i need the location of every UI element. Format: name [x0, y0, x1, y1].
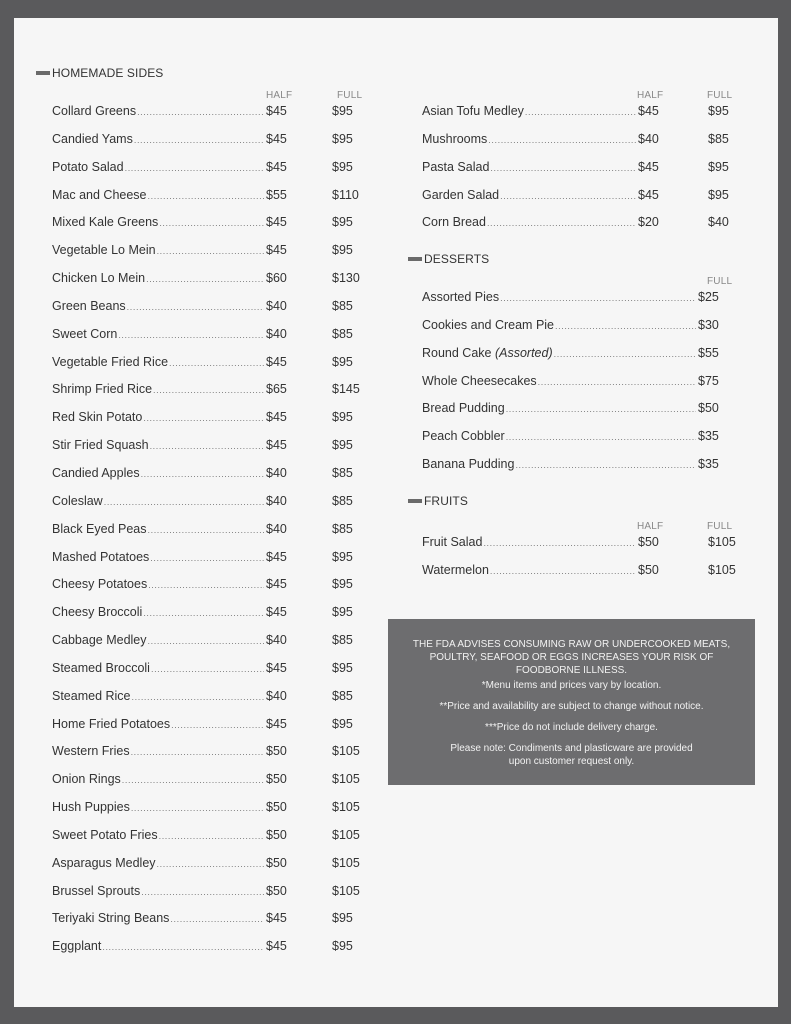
item-name: [52, 321, 117, 349]
menu-item-row: [422, 182, 732, 210]
menu-item-row: [422, 451, 732, 479]
item-price-half: $45: [266, 159, 287, 174]
item-price-half: $45: [266, 243, 287, 258]
item-price-full: $105: [332, 772, 360, 787]
menu-item-row: [422, 368, 732, 396]
dot-leader: [146, 266, 264, 294]
item-price-full: $95: [332, 354, 353, 369]
dot-leader: [169, 350, 264, 378]
item-name: [52, 738, 130, 766]
item-price-half: $60: [266, 271, 287, 286]
item-price-half: $45: [266, 605, 287, 620]
item-price-full: $105: [332, 800, 360, 815]
item-price-half: $40: [266, 326, 287, 341]
item-name-text: Vegetable Fried Rice: [52, 354, 169, 369]
item-note: (Assorted): [494, 345, 553, 360]
item-price-half: $20: [638, 215, 659, 230]
dot-leader: [137, 99, 264, 127]
item-price-full: $40: [708, 215, 729, 230]
menu-item-row: [52, 571, 362, 599]
item-name-text: Mushrooms: [422, 131, 488, 146]
item-price-half: $65: [266, 382, 287, 397]
col-header-full-desserts: FULL: [707, 276, 733, 287]
section-bar-icon: [408, 499, 422, 503]
notice-line-4a: Please note: Condiments and plasticware are provided: [450, 743, 693, 754]
item-price-half: $45: [638, 159, 659, 174]
item-name: [52, 711, 170, 739]
item-price-full: $85: [332, 633, 353, 648]
dot-leader: [159, 823, 264, 851]
item-name: [52, 627, 147, 655]
menu-item-row: [422, 154, 732, 182]
item-name-text: Cheesy Broccoli: [52, 605, 143, 620]
item-name-text: Shrimp Fried Rice: [52, 382, 153, 397]
dot-leader: [148, 628, 264, 656]
menu-item-row: [52, 544, 362, 572]
item-price-half: $45: [638, 104, 659, 118]
dot-leader: [500, 183, 636, 211]
item-name: [52, 544, 149, 572]
dot-leader: [490, 558, 636, 586]
item-name: [52, 182, 147, 210]
item-price-full: $95: [708, 187, 729, 202]
item-price-full: $105: [332, 744, 360, 759]
menu-item-row: [422, 529, 736, 557]
item-name: [52, 794, 130, 822]
item-price-full: $85: [332, 298, 353, 313]
item-price-half: $50: [638, 535, 659, 549]
menu-item-row: [422, 126, 732, 154]
col-header-full-right: FULL: [707, 90, 733, 101]
item-price-full: $85: [332, 521, 353, 536]
item-name-text: Black Eyed Peas: [52, 521, 147, 536]
col-header-full: FULL: [337, 90, 363, 101]
item-price-full: $95: [332, 577, 353, 592]
item-price-half: $40: [266, 298, 287, 313]
item-price-half: $40: [266, 633, 287, 648]
item-name: [52, 349, 168, 377]
item-price-half: $40: [266, 688, 287, 703]
item-name-text: Watermelon: [422, 562, 489, 577]
menu-item-row: [52, 293, 362, 321]
item-price-half: $40: [638, 131, 659, 146]
fda-notice-box: [388, 619, 755, 785]
menu-item-row: [52, 237, 362, 265]
col-header-half-fruits: HALF: [637, 521, 664, 532]
item-price-half: $55: [266, 187, 287, 202]
item-name-text: Garden Salad: [422, 187, 500, 202]
dot-leader: [148, 572, 264, 600]
item-price-half: $45: [266, 438, 287, 453]
item-name-text: Pasta Salad: [422, 159, 490, 174]
item-price-half: $45: [266, 549, 287, 564]
item-name-text: Mac and Cheese: [52, 187, 147, 202]
item-name-text: Home Fried Potatoes: [52, 716, 171, 731]
menu-item-row: [422, 284, 732, 312]
item-price-full: $95: [708, 104, 729, 118]
item-price-half: $45: [266, 911, 287, 926]
item-name: [422, 451, 514, 479]
section-header-homemade-sides: [36, 66, 163, 80]
item-name-text: Collard Greens: [52, 104, 137, 118]
item-name-text: Sweet Corn: [52, 326, 118, 341]
item-price-full: $110: [332, 187, 359, 202]
item-name-text: Asparagus Medley: [52, 855, 156, 870]
menu-item-row: [52, 126, 362, 154]
menu-item-row: [52, 627, 362, 655]
menu-item-row: [52, 933, 362, 961]
dot-leader: [487, 210, 636, 238]
item-price-full: $95: [332, 939, 353, 954]
menu-item-row: [52, 738, 362, 766]
menu-item-row: [52, 265, 362, 293]
dot-leader: [488, 127, 636, 155]
sides-left-list: [52, 98, 362, 961]
item-name-text: Peach Cobbler: [422, 429, 505, 444]
item-name-text: Round Cake: [422, 345, 495, 360]
menu-item-row: [422, 98, 732, 126]
item-name: [52, 404, 142, 432]
item-name-text: Chicken Lo Mein: [52, 271, 146, 286]
menu-item-row: [52, 599, 362, 627]
item-price-full: $95: [332, 410, 353, 425]
dot-leader: [148, 183, 264, 211]
item-name-text: Corn Bread: [422, 215, 486, 230]
fda-warning: THE FDA ADVISES CONSUMING RAW OR UNDERCOOKED MEATS, POULTRY, SEAFOOD OR EGGS INCREASES YOUR RISK OF FOODBORNE ILLNESS.: [412, 639, 731, 676]
item-price-half: $45: [266, 131, 287, 146]
item-name-text: Banana Pudding: [422, 457, 515, 472]
dot-leader: [500, 285, 696, 313]
item-name: [422, 557, 489, 585]
dot-leader: [151, 656, 264, 684]
item-name: [52, 905, 169, 933]
item-name: [52, 460, 140, 488]
item-name-text: Asian Tofu Medley: [422, 104, 524, 118]
item-name: [52, 293, 126, 321]
item-name: [52, 683, 131, 711]
dot-leader: [171, 712, 264, 740]
menu-item-row: [52, 98, 362, 126]
item-name-text: Cabbage Medley: [52, 633, 147, 648]
item-price-full: $145: [332, 382, 360, 397]
item-price-half: $45: [266, 939, 287, 954]
item-price-full: $95: [332, 159, 353, 174]
menu-item-row: [52, 376, 362, 404]
dot-leader: [554, 341, 696, 369]
item-price-full: $55: [698, 345, 719, 360]
dot-leader: [131, 739, 264, 767]
item-name: [52, 98, 136, 126]
item-name-text: Candied Apples: [52, 465, 140, 480]
notice-line-2: **Price and availability are subject to change without notice.: [439, 701, 704, 712]
dot-leader: [143, 600, 264, 628]
item-price-half: $50: [266, 744, 287, 759]
item-price-full: $95: [332, 605, 353, 620]
item-price-full: $105: [332, 855, 360, 870]
item-name: [52, 878, 140, 906]
item-name-text: Vegetable Lo Mein: [52, 243, 156, 258]
item-name-text: Coleslaw: [52, 493, 103, 508]
dot-leader: [525, 99, 636, 127]
item-name: [52, 822, 158, 850]
notice-line-4: [402, 742, 741, 768]
item-price-half: $40: [266, 521, 287, 536]
dot-leader: [104, 489, 264, 517]
menu-item-row: [52, 878, 362, 906]
item-name-text: Bread Pudding: [422, 401, 505, 416]
dot-leader: [538, 369, 696, 397]
dot-leader: [141, 461, 264, 489]
menu-item-row: [52, 432, 362, 460]
menu-item-row: [52, 321, 362, 349]
item-name-text: Onion Rings: [52, 772, 121, 787]
item-name: [422, 209, 486, 237]
dot-leader: [157, 851, 264, 879]
col-header-half-right: HALF: [637, 90, 664, 101]
item-price-full: $95: [332, 911, 353, 926]
item-name: [52, 488, 103, 516]
menu-item-row: [52, 711, 362, 739]
col-header-full-fruits: FULL: [707, 521, 733, 532]
section-header-fruits: [408, 494, 468, 508]
item-name-text: Candied Yams: [52, 131, 133, 146]
item-price-full: $105: [708, 562, 736, 577]
item-name-text: Red Skin Potato: [52, 410, 143, 425]
menu-item-row: [52, 516, 362, 544]
item-name-text: Mashed Potatoes: [52, 549, 150, 564]
item-name-text: Assorted Pies: [422, 290, 500, 304]
menu-item-row: [422, 340, 732, 368]
item-name: [52, 766, 121, 794]
item-name: [422, 182, 499, 210]
item-name: [422, 284, 499, 312]
item-price-full: $30: [698, 317, 719, 332]
menu-item-row: [52, 182, 362, 210]
section-title: DESSERTS: [424, 252, 490, 266]
section-header-desserts: [408, 252, 489, 266]
menu-item-row: [52, 655, 362, 683]
item-name: [422, 529, 482, 557]
dot-leader: [506, 396, 696, 424]
item-name: [52, 933, 101, 961]
dot-leader: [132, 684, 264, 712]
dot-leader: [170, 906, 264, 934]
item-price-full: $85: [332, 326, 353, 341]
item-price-full: $95: [332, 104, 353, 118]
dot-leader: [150, 433, 264, 461]
col-header-half: HALF: [266, 90, 293, 101]
item-price-full: $130: [332, 271, 360, 286]
item-name: [52, 599, 142, 627]
item-price-half: $50: [266, 855, 287, 870]
item-price-full: $95: [332, 660, 353, 675]
item-name-text: Fruit Salad: [422, 535, 483, 549]
fruits-list: [422, 529, 736, 585]
dot-leader: [150, 545, 264, 573]
item-price-half: $45: [266, 410, 287, 425]
item-price-half: $45: [266, 716, 287, 731]
item-price-full: $35: [698, 429, 719, 444]
dot-leader: [134, 127, 264, 155]
item-price-full: $105: [332, 827, 360, 842]
item-price-half: $45: [638, 187, 659, 202]
dot-leader: [153, 377, 264, 405]
dot-leader: [159, 210, 264, 238]
menu-item-row: [52, 488, 362, 516]
menu-item-row: [52, 683, 362, 711]
item-price-full: $85: [708, 131, 729, 146]
menu-item-row: [422, 557, 736, 585]
item-price-full: $95: [332, 215, 353, 230]
menu-item-row: [52, 349, 362, 377]
item-price-full: $35: [698, 457, 719, 472]
item-name: [52, 265, 145, 293]
item-price-full: $95: [332, 131, 353, 146]
menu-item-row: [52, 154, 362, 182]
notice-line-4b: upon customer request only.: [508, 756, 635, 767]
dot-leader: [555, 313, 696, 341]
menu-item-row: [52, 850, 362, 878]
menu-item-row: [52, 404, 362, 432]
item-name: [422, 423, 505, 451]
section-bar-icon: [36, 71, 50, 75]
item-price-full: $95: [332, 549, 353, 564]
section-bar-icon: [408, 257, 422, 261]
item-price-full: $85: [332, 493, 353, 508]
item-name: [422, 368, 537, 396]
item-name: [52, 376, 152, 404]
item-name: [52, 126, 133, 154]
menu-item-row: [422, 395, 732, 423]
item-name-text: Potato Salad: [52, 159, 124, 174]
item-price-half: $50: [266, 883, 287, 898]
item-name: [422, 312, 554, 340]
sides-right-list: [422, 98, 732, 237]
item-price-half: $40: [266, 465, 287, 480]
item-name-text: Mixed Kale Greens: [52, 215, 159, 230]
item-name-text: Stir Fried Squash: [52, 438, 149, 453]
menu-item-row: [52, 209, 362, 237]
item-price-full: $75: [698, 373, 719, 388]
item-name: [52, 432, 149, 460]
item-name: [422, 340, 553, 368]
menu-item-row: [52, 905, 362, 933]
item-price-full: $85: [332, 465, 353, 480]
item-name: [52, 516, 147, 544]
item-price-half: $45: [266, 577, 287, 592]
item-name-text: Steamed Broccoli: [52, 660, 150, 675]
section-title: HOMEMADE SIDES: [52, 66, 164, 80]
item-price-half: $50: [638, 562, 659, 577]
item-name: [422, 98, 524, 126]
dot-leader: [506, 424, 696, 452]
item-price-full: $95: [332, 243, 353, 258]
item-price-half: $40: [266, 493, 287, 508]
item-name-text: Hush Puppies: [52, 800, 130, 815]
dot-leader: [127, 294, 264, 322]
item-name: [52, 655, 150, 683]
item-name-text: Teriyaki String Beans: [52, 911, 170, 926]
dot-leader: [131, 795, 264, 823]
item-price-full: $105: [332, 883, 360, 898]
item-price-half: $45: [266, 660, 287, 675]
menu-page: [14, 18, 778, 1007]
item-name-text: Cookies and Cream Pie: [422, 317, 555, 332]
dot-leader: [515, 452, 696, 480]
dot-leader: [102, 934, 264, 962]
item-name: [52, 237, 156, 265]
notice-line-3: ***Price do not include delivery charge.: [485, 722, 658, 733]
dot-leader: [148, 517, 265, 545]
item-price-half: $45: [266, 215, 287, 230]
dot-leader: [490, 155, 636, 183]
dot-leader: [157, 238, 264, 266]
item-name-text: Eggplant: [52, 939, 102, 954]
item-name-text: Cheesy Potatoes: [52, 577, 148, 592]
dot-leader: [483, 530, 636, 558]
menu-item-row: [52, 822, 362, 850]
item-name-text: Western Fries: [52, 744, 130, 759]
menu-item-row: [422, 312, 732, 340]
item-name: [52, 154, 124, 182]
item-price-half: $45: [266, 104, 287, 118]
item-price-full: $50: [698, 401, 719, 416]
item-price-full: $105: [708, 535, 736, 549]
item-name: [52, 571, 147, 599]
item-price-full: $95: [332, 438, 353, 453]
dot-leader: [122, 767, 264, 795]
item-name: [422, 395, 505, 423]
section-title: FRUITS: [424, 494, 468, 508]
dot-leader: [125, 155, 264, 183]
item-name: [422, 154, 489, 182]
item-price-half: $50: [266, 827, 287, 842]
item-name: [422, 126, 487, 154]
item-price-full: $95: [332, 716, 353, 731]
notice-line-1: *Menu items and prices vary by location.: [481, 680, 662, 691]
item-name-text: Whole Cheesecakes: [422, 373, 537, 388]
dot-leader: [118, 322, 264, 350]
item-name-text: Green Beans: [52, 298, 126, 313]
desserts-list: [422, 284, 732, 479]
item-name: [52, 209, 158, 237]
item-name: [52, 850, 156, 878]
item-price-full: $85: [332, 688, 353, 703]
item-price-full: $95: [708, 159, 729, 174]
item-price-full: $25: [698, 290, 719, 304]
menu-item-row: [422, 423, 732, 451]
item-name-text: Sweet Potato Fries: [52, 827, 158, 842]
dot-leader: [141, 879, 264, 907]
item-name-text: Steamed Rice: [52, 688, 131, 703]
menu-item-row: [52, 766, 362, 794]
item-price-half: $50: [266, 772, 287, 787]
menu-item-row: [422, 209, 732, 237]
menu-item-row: [52, 460, 362, 488]
dot-leader: [143, 405, 264, 433]
item-name-text: Brussel Sprouts: [52, 883, 141, 898]
item-price-half: $45: [266, 354, 287, 369]
menu-item-row: [52, 794, 362, 822]
item-price-half: $50: [266, 800, 287, 815]
